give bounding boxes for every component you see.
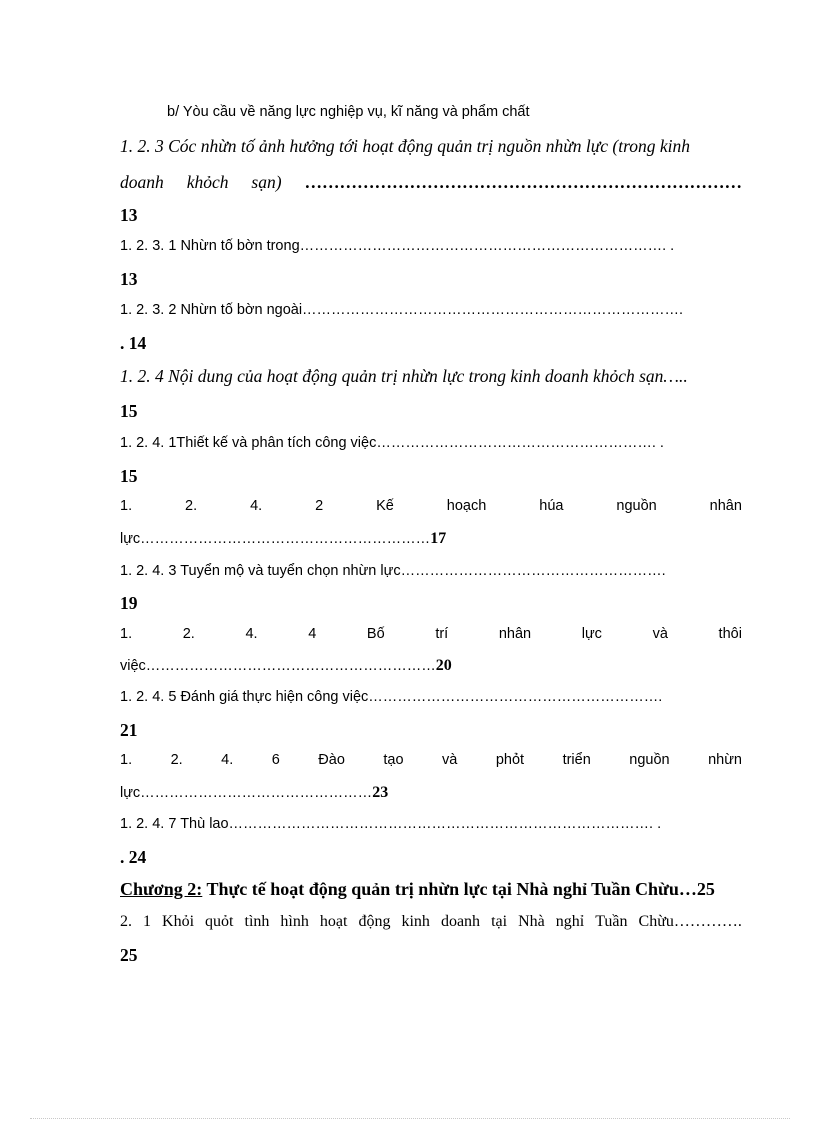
word: và <box>442 752 458 768</box>
word: Đào <box>318 752 345 768</box>
word: nguồn <box>629 752 670 768</box>
word: Bố <box>366 626 385 642</box>
word: động <box>358 913 391 930</box>
word: và <box>652 626 668 642</box>
word: 4 <box>308 626 317 642</box>
word: hoạt <box>319 913 348 930</box>
word: húa <box>539 498 564 514</box>
word: 1. <box>120 752 133 768</box>
word: tại <box>491 913 508 930</box>
word: nguồn <box>616 498 657 514</box>
toc-page-number: 13 <box>120 205 138 225</box>
word: thôi <box>718 626 742 642</box>
word: Kế <box>376 498 394 514</box>
word: 4. <box>221 752 234 768</box>
word: Nhà <box>518 913 545 930</box>
toc-entry-1-2-4-6-cont <box>120 784 742 802</box>
word: Chừu…………. <box>638 913 742 930</box>
toc-entry-1-2-4-1: 1. 2. 4. 1Thiết kế và phân tích công việc…………………………………………………. . <box>120 435 664 451</box>
word: 2. <box>170 752 183 768</box>
toc-page-number: 19 <box>120 593 138 613</box>
toc-page-number: 17 <box>430 530 447 547</box>
word: nhân <box>709 498 742 514</box>
word: nhừn <box>708 752 742 768</box>
word: 2. <box>120 913 132 930</box>
toc-entry-1-2-4-2-cont <box>120 530 742 548</box>
toc-entry-1-2-4-2 <box>120 498 742 514</box>
word: hoạch <box>446 498 487 514</box>
toc-entry-1-2-4-5: 1. 2. 4. 5 Đánh giá thực hiện công việc……………………………………………………. <box>120 689 663 705</box>
word: 1. <box>120 626 133 642</box>
toc-page-number: 25 <box>120 945 138 965</box>
word: 2. <box>185 498 198 514</box>
toc-page-number: 23 <box>372 784 389 801</box>
word: 4. <box>245 626 258 642</box>
toc-entry-1-2-3: 1. 2. 3 Cóc nhừn tố ảnh hưởng tới hoạt động quản trị nguồn nhừn lực (trong kinh <box>120 136 691 156</box>
toc-page-number: . 14 <box>120 333 147 353</box>
toc-page-number: . 24 <box>120 847 147 867</box>
toc-page-number: 13 <box>120 269 138 289</box>
word: Tuần <box>595 913 628 930</box>
toc-entry-1-2-4-6 <box>120 752 742 768</box>
word: sạn) <box>251 172 282 192</box>
chapter-label: Chương 2: <box>120 879 203 899</box>
toc-entry-1-2-4-4 <box>120 626 742 642</box>
toc-text: lực………………………………………… <box>120 785 373 801</box>
toc-chapter-2 <box>120 879 742 900</box>
toc-entry-2-1 <box>120 913 742 931</box>
word: tình <box>244 913 270 930</box>
word: doanh <box>120 172 164 192</box>
word: 4. <box>250 498 263 514</box>
word: trí <box>435 626 449 642</box>
toc-line-requirements: b/ Yòu cầu về năng lực nghiệp vụ, kĩ năng và phẩm chất <box>167 104 530 120</box>
word: 6 <box>271 752 280 768</box>
word: nhân <box>498 626 532 642</box>
toc-entry-1-2-4-7: 1. 2. 4. 7 Thù lao……………………………………………………………………………. . <box>120 816 662 832</box>
word: doanh <box>440 913 481 930</box>
toc-text: việc…………………………………………………… <box>120 658 436 674</box>
toc-page-number: 21 <box>120 720 138 740</box>
toc-entry-1-2-3-cont <box>120 172 742 193</box>
toc-entry-1-2-3-1: 1. 2. 3. 1 Nhừn tố bờn trong…………………………………………………………………. . <box>120 238 675 254</box>
word: triển <box>562 752 591 768</box>
toc-page-number: 15 <box>120 401 138 421</box>
toc-entry-1-2-3-2: 1. 2. 3. 2 Nhừn tố bờn ngoài……………………………………………………………………. <box>120 302 684 318</box>
word: kinh <box>401 913 430 930</box>
word: Khỏi <box>162 913 195 930</box>
toc-page-number: 15 <box>120 466 138 486</box>
word: phỏt <box>495 752 525 768</box>
toc-dots: ………………………………………………………………… <box>304 172 742 192</box>
chapter-title: Thực tế hoạt động quản trị nhừn lực tại Nhà nghỉ Tuần Chừu…25 <box>202 879 715 899</box>
word: khỏch <box>186 172 229 192</box>
word: quỏt <box>205 913 234 930</box>
word: 1. <box>120 498 133 514</box>
word: hình <box>280 913 309 930</box>
toc-entry-1-2-4: 1. 2. 4 Nội dung của hoạt động quản trị nhừn lực trong kinh doanh khỏch sạn….. <box>120 366 688 386</box>
word: 1 <box>143 913 152 930</box>
word: 2. <box>182 626 195 642</box>
word: nghỉ <box>555 913 585 930</box>
word: 2 <box>315 498 324 514</box>
toc-entry-1-2-4-4-cont <box>120 657 742 675</box>
toc-entry-1-2-4-3: 1. 2. 4. 3 Tuyển mộ và tuyển chọn nhừn lực………………………………………………. <box>120 563 666 579</box>
toc-text: lực…………………………………………………… <box>120 531 431 547</box>
word: lực <box>581 626 602 642</box>
page-bottom-rule <box>30 1118 790 1119</box>
word: tạo <box>383 752 404 768</box>
toc-page-number: 20 <box>435 657 452 674</box>
